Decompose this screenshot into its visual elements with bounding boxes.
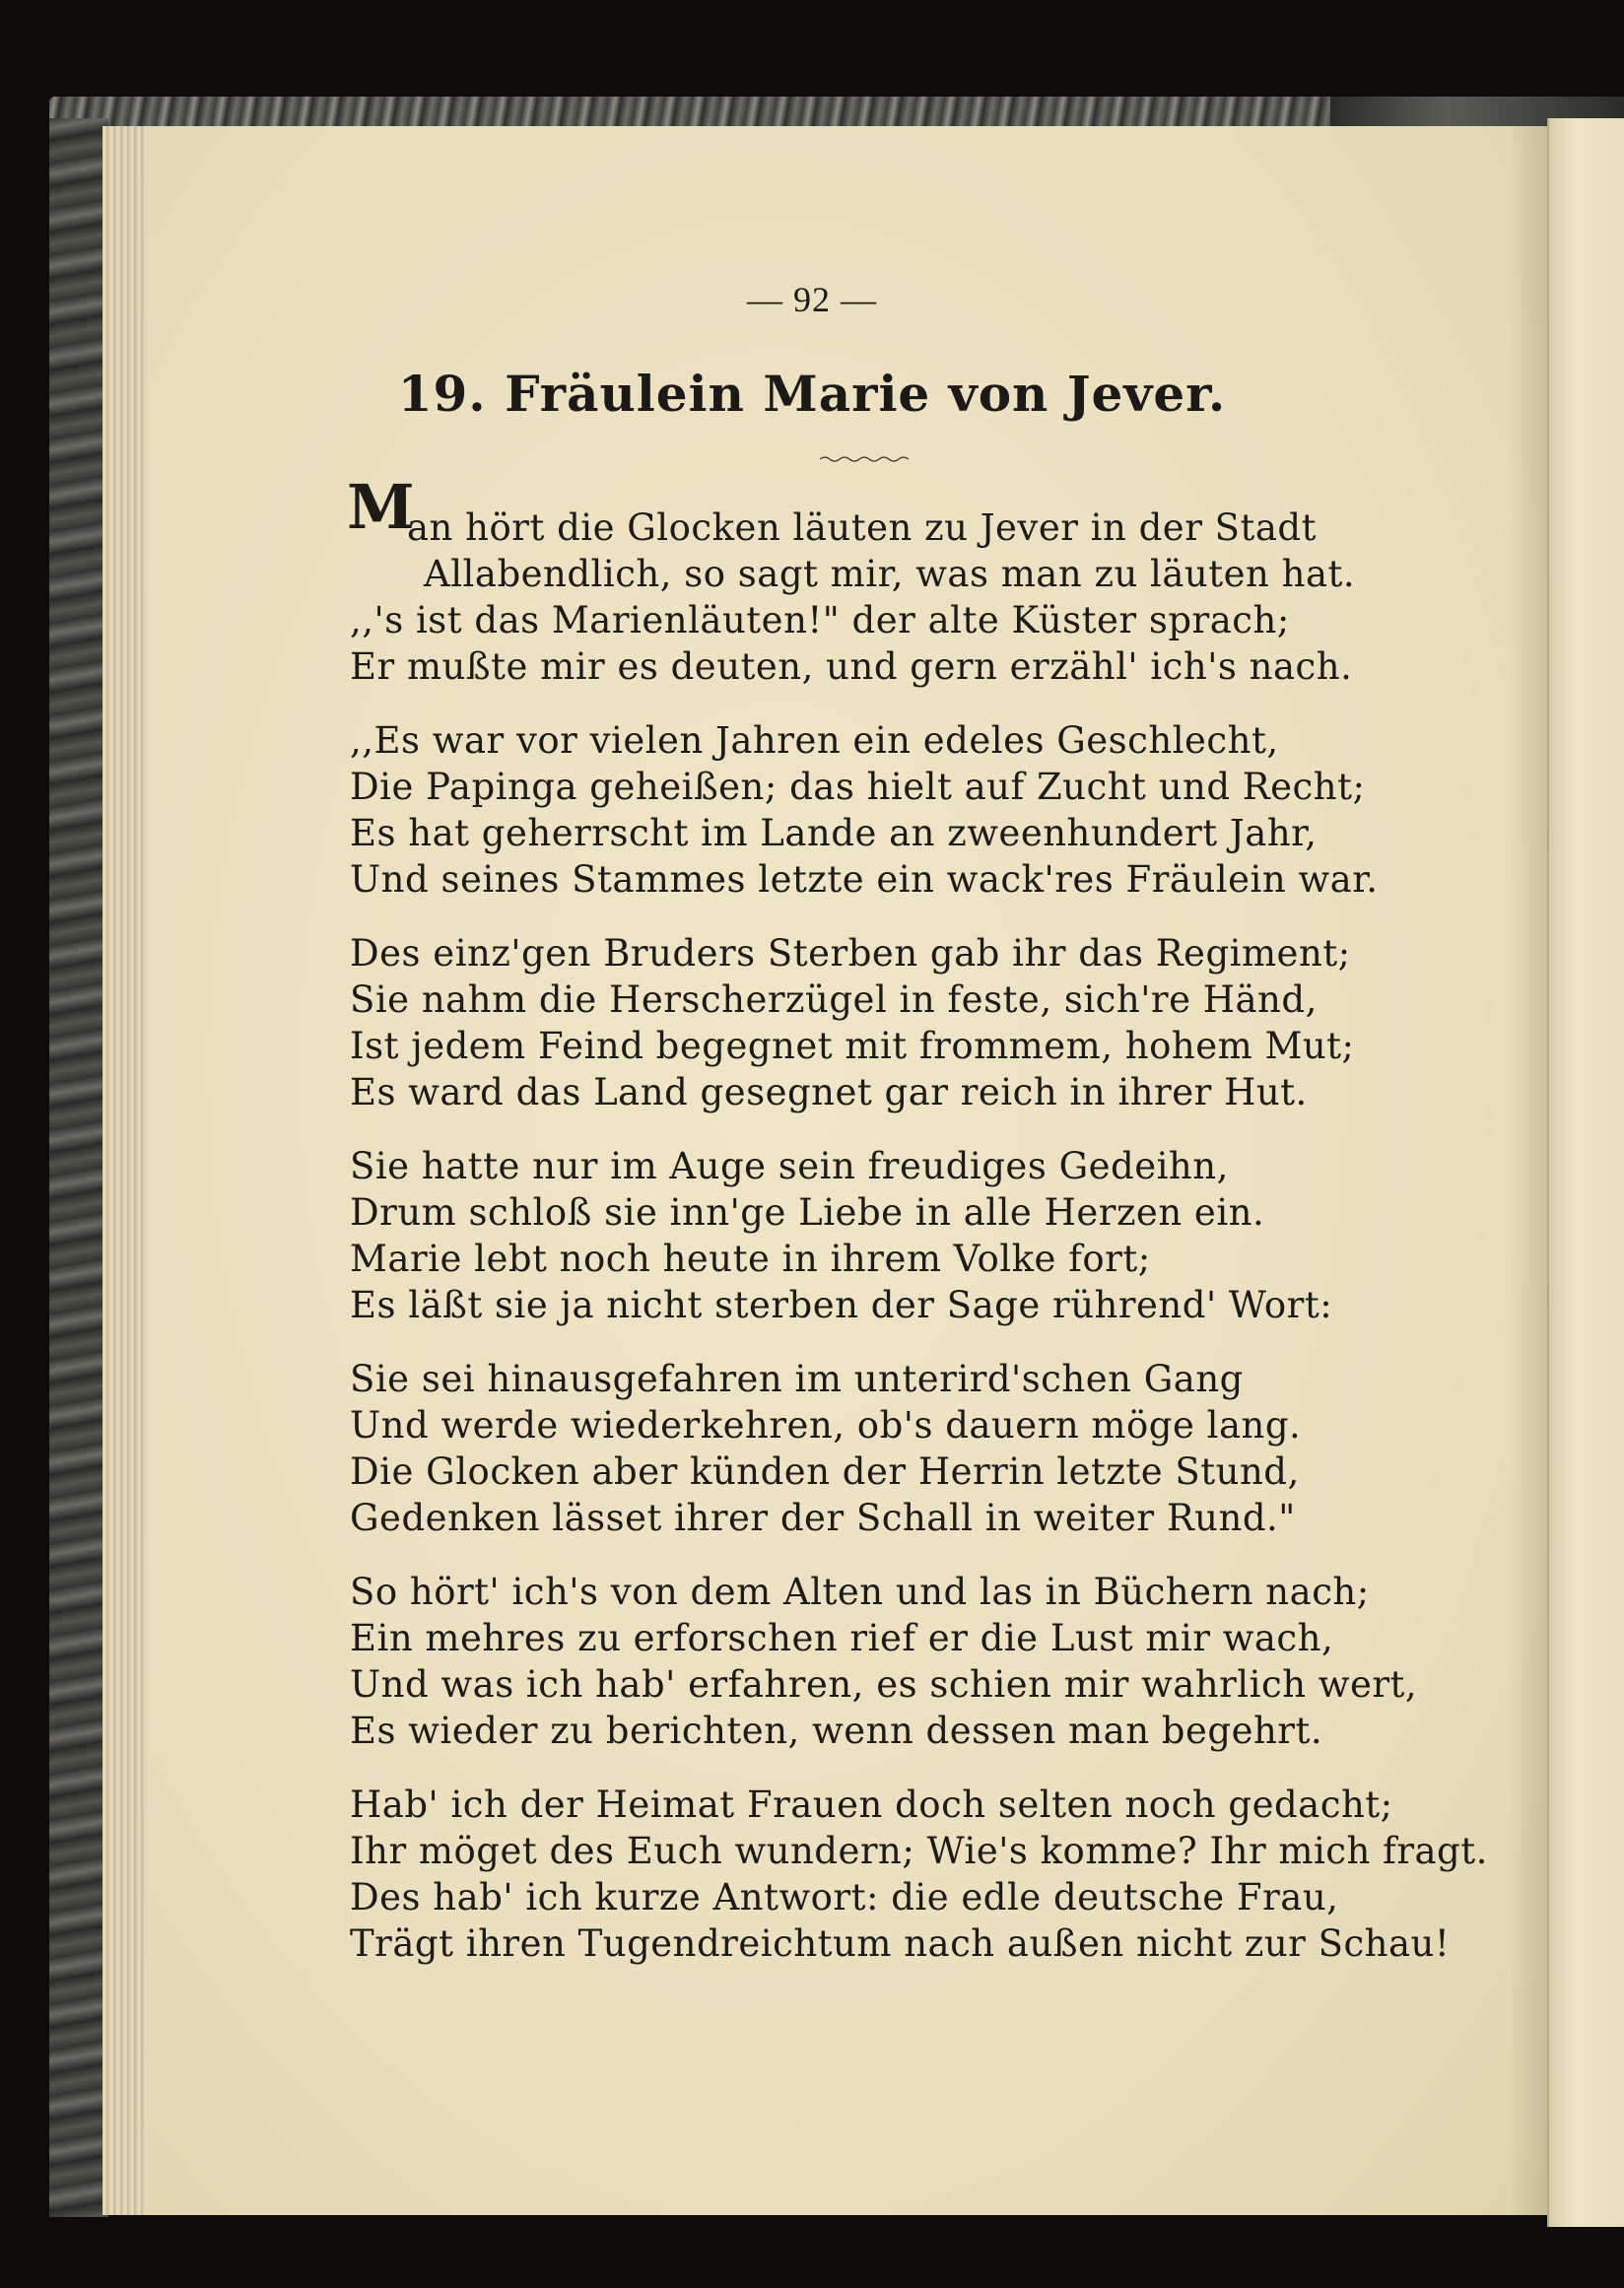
poem-line: Es hat geherrscht im Lande an zweenhundert Jahr, (350, 812, 1318, 854)
poem-line: Er mußte mir es deuten, und gern erzähl' ich's nach. (350, 645, 1353, 688)
stanza (350, 1569, 1513, 1754)
book-cover-left-edge (49, 118, 108, 2217)
next-page-edge (1547, 118, 1624, 2227)
poem-line: Allabendlich, so sagt mir, was man zu läuten hat. (424, 553, 1356, 595)
poem-line: Und seines Stammes letzte ein wack'res Fräulein war. (350, 858, 1379, 901)
stanza (350, 930, 1513, 1115)
poem-line: Sie nahm die Herscherzügel in feste, sich're Händ, (350, 978, 1318, 1021)
poem-line: Und was ich hab' erfahren, es schien mir wahrlich wert, (350, 1663, 1418, 1706)
poem-line: Die Papinga geheißen; das hielt auf Zucht und Recht; (350, 766, 1366, 808)
poem-line: Des hab' ich kurze Antwort: die edle deutsche Frau, (350, 1876, 1339, 1918)
gutter-shadow (1508, 126, 1547, 2215)
poem-line: Drum schloß sie inn'ge Liebe in alle Herzen ein. (350, 1191, 1265, 1234)
stanza (350, 1356, 1513, 1541)
poem-line: ,,'s ist das Marienläuten!" der alte Küster sprach; (350, 599, 1290, 641)
poem-line: Gedenken lässet ihrer der Schall in weiter Rund." (350, 1497, 1296, 1539)
title-ornament (820, 455, 909, 463)
poem-line: Sie sei hinausgefahren im unterird'schen Gang (350, 1358, 1244, 1400)
poem-line: Des einz'gen Bruders Sterben gab ihr das Regiment; (350, 932, 1351, 975)
poem-line: Trägt ihren Tugendreichtum nach außen nicht zur Schau! (350, 1922, 1451, 1965)
drop-cap-initial: M (347, 471, 415, 543)
poem-line: Es läßt sie ja nicht sterben der Sage rührend' Wort: (350, 1284, 1333, 1326)
poem-line: Ist jedem Feind begegnet mit frommem, hohem Mut; (350, 1025, 1355, 1067)
poem-line: Hab' ich der Heimat Frauen doch selten noch gedacht; (350, 1783, 1393, 1826)
poem-line: Marie lebt noch heute in ihrem Volke fort; (350, 1238, 1151, 1280)
poem-line: Es wieder zu berichten, wenn dessen man begehrt. (350, 1710, 1323, 1752)
poem-line: Sie hatte nur im Auge sein freudiges Gedeihn, (350, 1145, 1229, 1187)
stanza (350, 505, 1513, 690)
poem-line: ,,Es war vor vielen Jahren ein edeles Geschlecht, (350, 719, 1279, 762)
stanza (350, 717, 1513, 903)
poem-line: Ein mehres zu erforschen rief er die Lust mir wach, (350, 1617, 1334, 1659)
poem-line: So hört' ich's von dem Alten und las in Büchern nach; (350, 1571, 1370, 1613)
poem-line: Es ward das Land gesegnet gar reich in ihrer Hut. (350, 1071, 1308, 1113)
poem-line: an hört die Glocken läuten zu Jever in der Stadt (407, 506, 1317, 549)
stanza (350, 1143, 1513, 1328)
poem-line: Und werde wiederkehren, ob's dauern möge lang. (350, 1404, 1302, 1447)
page-number: — 92 — (747, 280, 877, 319)
poem-title: 19. Fräulein Marie von Jever. (397, 365, 1227, 423)
stanza (350, 1782, 1513, 1967)
poem-line: Die Glocken aber künden der Herrin letzte Stund, (350, 1450, 1300, 1493)
poem-line: Ihr möget des Euch wundern; Wie's komme? Ihr mich fragt. (350, 1830, 1488, 1872)
